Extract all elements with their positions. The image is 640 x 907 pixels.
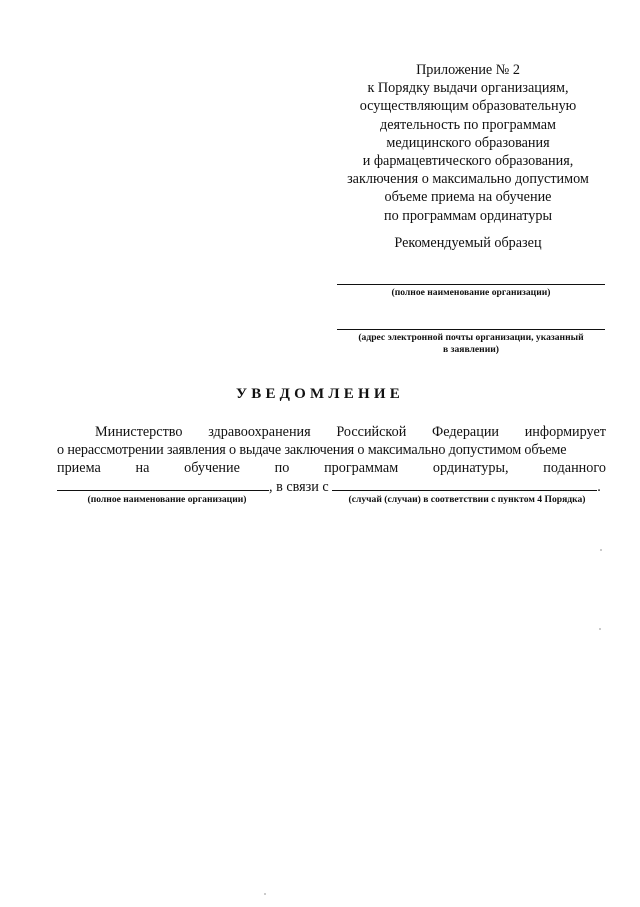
notice-connector: , в связи с [269,479,329,495]
appendix-line: и фармацевтического образования, [362,153,574,170]
org-name-blank [57,478,269,491]
appendix-line: Приложение № 2 [416,62,520,78]
email-line [337,329,605,330]
appendix-line: осуществляющим образовательную [359,98,577,115]
appendix-line: медицинского образования [386,134,550,151]
notice-word: программам [324,460,399,476]
appendix-line: заключения о максимально допустимом [347,171,589,188]
notice-word: Министерство [95,424,183,440]
notice-word: на [135,460,150,476]
case-blank [332,478,597,491]
notice-word: информирует [524,424,606,440]
notice-word: поданного [543,460,606,476]
notice-word: приема [57,460,101,476]
notice-line-3 [57,460,606,477]
org-name-line [337,284,605,285]
notice-word: ординатуры, [432,460,509,476]
scan-speck [599,628,601,630]
notice-line-1 [57,424,606,441]
org-name-caption: (полное наименование организации) [391,287,551,298]
notice-line-2: о нерассмотрении заявления о выдаче заключения о максимально допустимом объеме [57,442,567,458]
appendix-header [326,61,610,225]
notice-org-caption: (полное наименование организации) [87,494,247,505]
appendix-line: к Порядку выдачи организациям, [367,80,569,97]
notice-word: Российской [336,424,407,440]
scan-speck [600,549,602,551]
appendix-line: объеме приема на обучение [384,189,552,206]
email-caption-line1: (адрес электронной почты организации, указанный [358,332,584,343]
notice-word: обучение [184,460,240,476]
notice-period: . [597,479,601,495]
email-caption-line2: в заявлении) [443,344,499,355]
notice-word: по [274,460,290,476]
notice-title: УВЕДОМЛЕНИЕ [236,386,404,402]
notice-word: здравоохранения [208,424,311,440]
appendix-line: по программам ординатуры [384,207,552,224]
notice-word: Федерации [432,424,500,440]
appendix-line: деятельность по программам [379,116,556,133]
scan-speck [264,893,266,895]
sample-label: Рекомендуемый образец [394,235,542,251]
notice-case-caption: (случай (случаи) в соответствии с пунктом 4 Порядка) [348,494,586,505]
